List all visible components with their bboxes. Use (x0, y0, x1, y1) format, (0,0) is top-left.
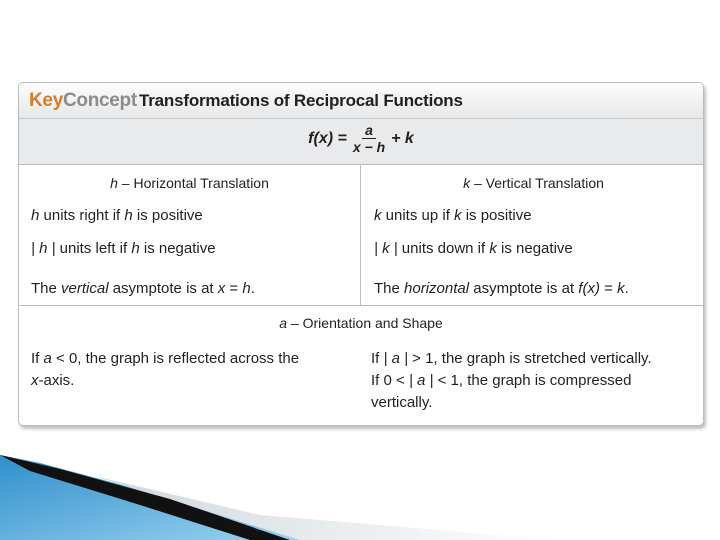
text: asymptote is at (469, 280, 579, 297)
horizontal-translation-column (19, 165, 361, 305)
text: is positive (461, 207, 532, 224)
left-line-2 (31, 240, 216, 257)
heading-text: – Orientation and Shape (287, 315, 443, 331)
var: x (31, 372, 39, 389)
var: k (617, 280, 625, 297)
right-line-1 (374, 207, 532, 224)
right-line-2 (374, 240, 573, 257)
text: . (624, 280, 629, 297)
var: vertical (61, 280, 109, 297)
var: | k | (374, 240, 398, 257)
heading-text: – Vertical Translation (470, 175, 604, 191)
text: The (374, 280, 405, 297)
text: is negative (139, 240, 216, 257)
key-concept-card (18, 82, 704, 426)
text: units left if (55, 240, 132, 257)
var: | a | (408, 372, 434, 389)
text: asymptote is at (108, 280, 218, 297)
text: < 1, the graph is compressed vertically. (371, 372, 632, 411)
stretch-sentence (371, 348, 691, 370)
vertical-heading (362, 175, 704, 191)
var: horizontal (404, 280, 470, 297)
formula (19, 122, 703, 155)
text: units up if (381, 207, 455, 224)
stretch-compress-text (371, 348, 691, 414)
text: > 1, the graph is stretched vertically. (408, 350, 652, 367)
var: | h | (31, 240, 56, 257)
key-concept-logo (29, 90, 137, 112)
heading-text: – Horizontal Translation (117, 175, 269, 191)
text: units down if (397, 240, 490, 257)
compress-sentence (371, 370, 691, 414)
text: . (250, 280, 255, 297)
left-line-1 (31, 207, 203, 224)
heading-var: a (279, 315, 288, 331)
text: is positive (132, 207, 203, 224)
right-line-3 (374, 280, 629, 297)
text: < 0, the graph is reflected across the (51, 350, 300, 367)
var: k (374, 207, 382, 224)
formula-row (19, 119, 703, 165)
var: a (43, 350, 52, 367)
var: k (454, 207, 462, 224)
text: = (225, 280, 243, 297)
vertical-translation-column (362, 165, 704, 305)
var: h (242, 280, 251, 297)
heading-var: h (110, 175, 118, 191)
text: If (31, 350, 44, 367)
reflection-text (31, 348, 301, 392)
formula-denominator: x − h (352, 139, 386, 155)
left-line-3 (31, 280, 255, 297)
heading-var: k (463, 175, 471, 191)
text: The (31, 280, 62, 297)
horizontal-heading (19, 175, 360, 191)
orientation-heading (19, 315, 703, 331)
text: = (599, 280, 618, 297)
text: is negative (496, 240, 573, 257)
card-title: Transformations of Reciprocal Functions (139, 91, 463, 110)
brand-concept: Concept (62, 90, 137, 111)
text: If 0 < (371, 372, 409, 389)
section-divider (19, 305, 703, 306)
var: h (131, 240, 140, 257)
card-header (19, 83, 703, 119)
text: -axis. (38, 372, 75, 389)
text: If (371, 350, 384, 367)
var: k (489, 240, 497, 257)
formula-rhs: + k (391, 129, 414, 147)
var: x (217, 280, 226, 297)
formula-lhs: f(x) = (308, 129, 347, 147)
var: f(x) (578, 280, 600, 297)
brand-key: Key (29, 90, 63, 111)
var: h (124, 207, 133, 224)
slide-decoration (0, 455, 720, 540)
formula-numerator: a (362, 122, 376, 139)
var: h (31, 207, 40, 224)
var: | a | (383, 350, 408, 367)
text: units right if (39, 207, 125, 224)
formula-fraction (353, 122, 385, 155)
